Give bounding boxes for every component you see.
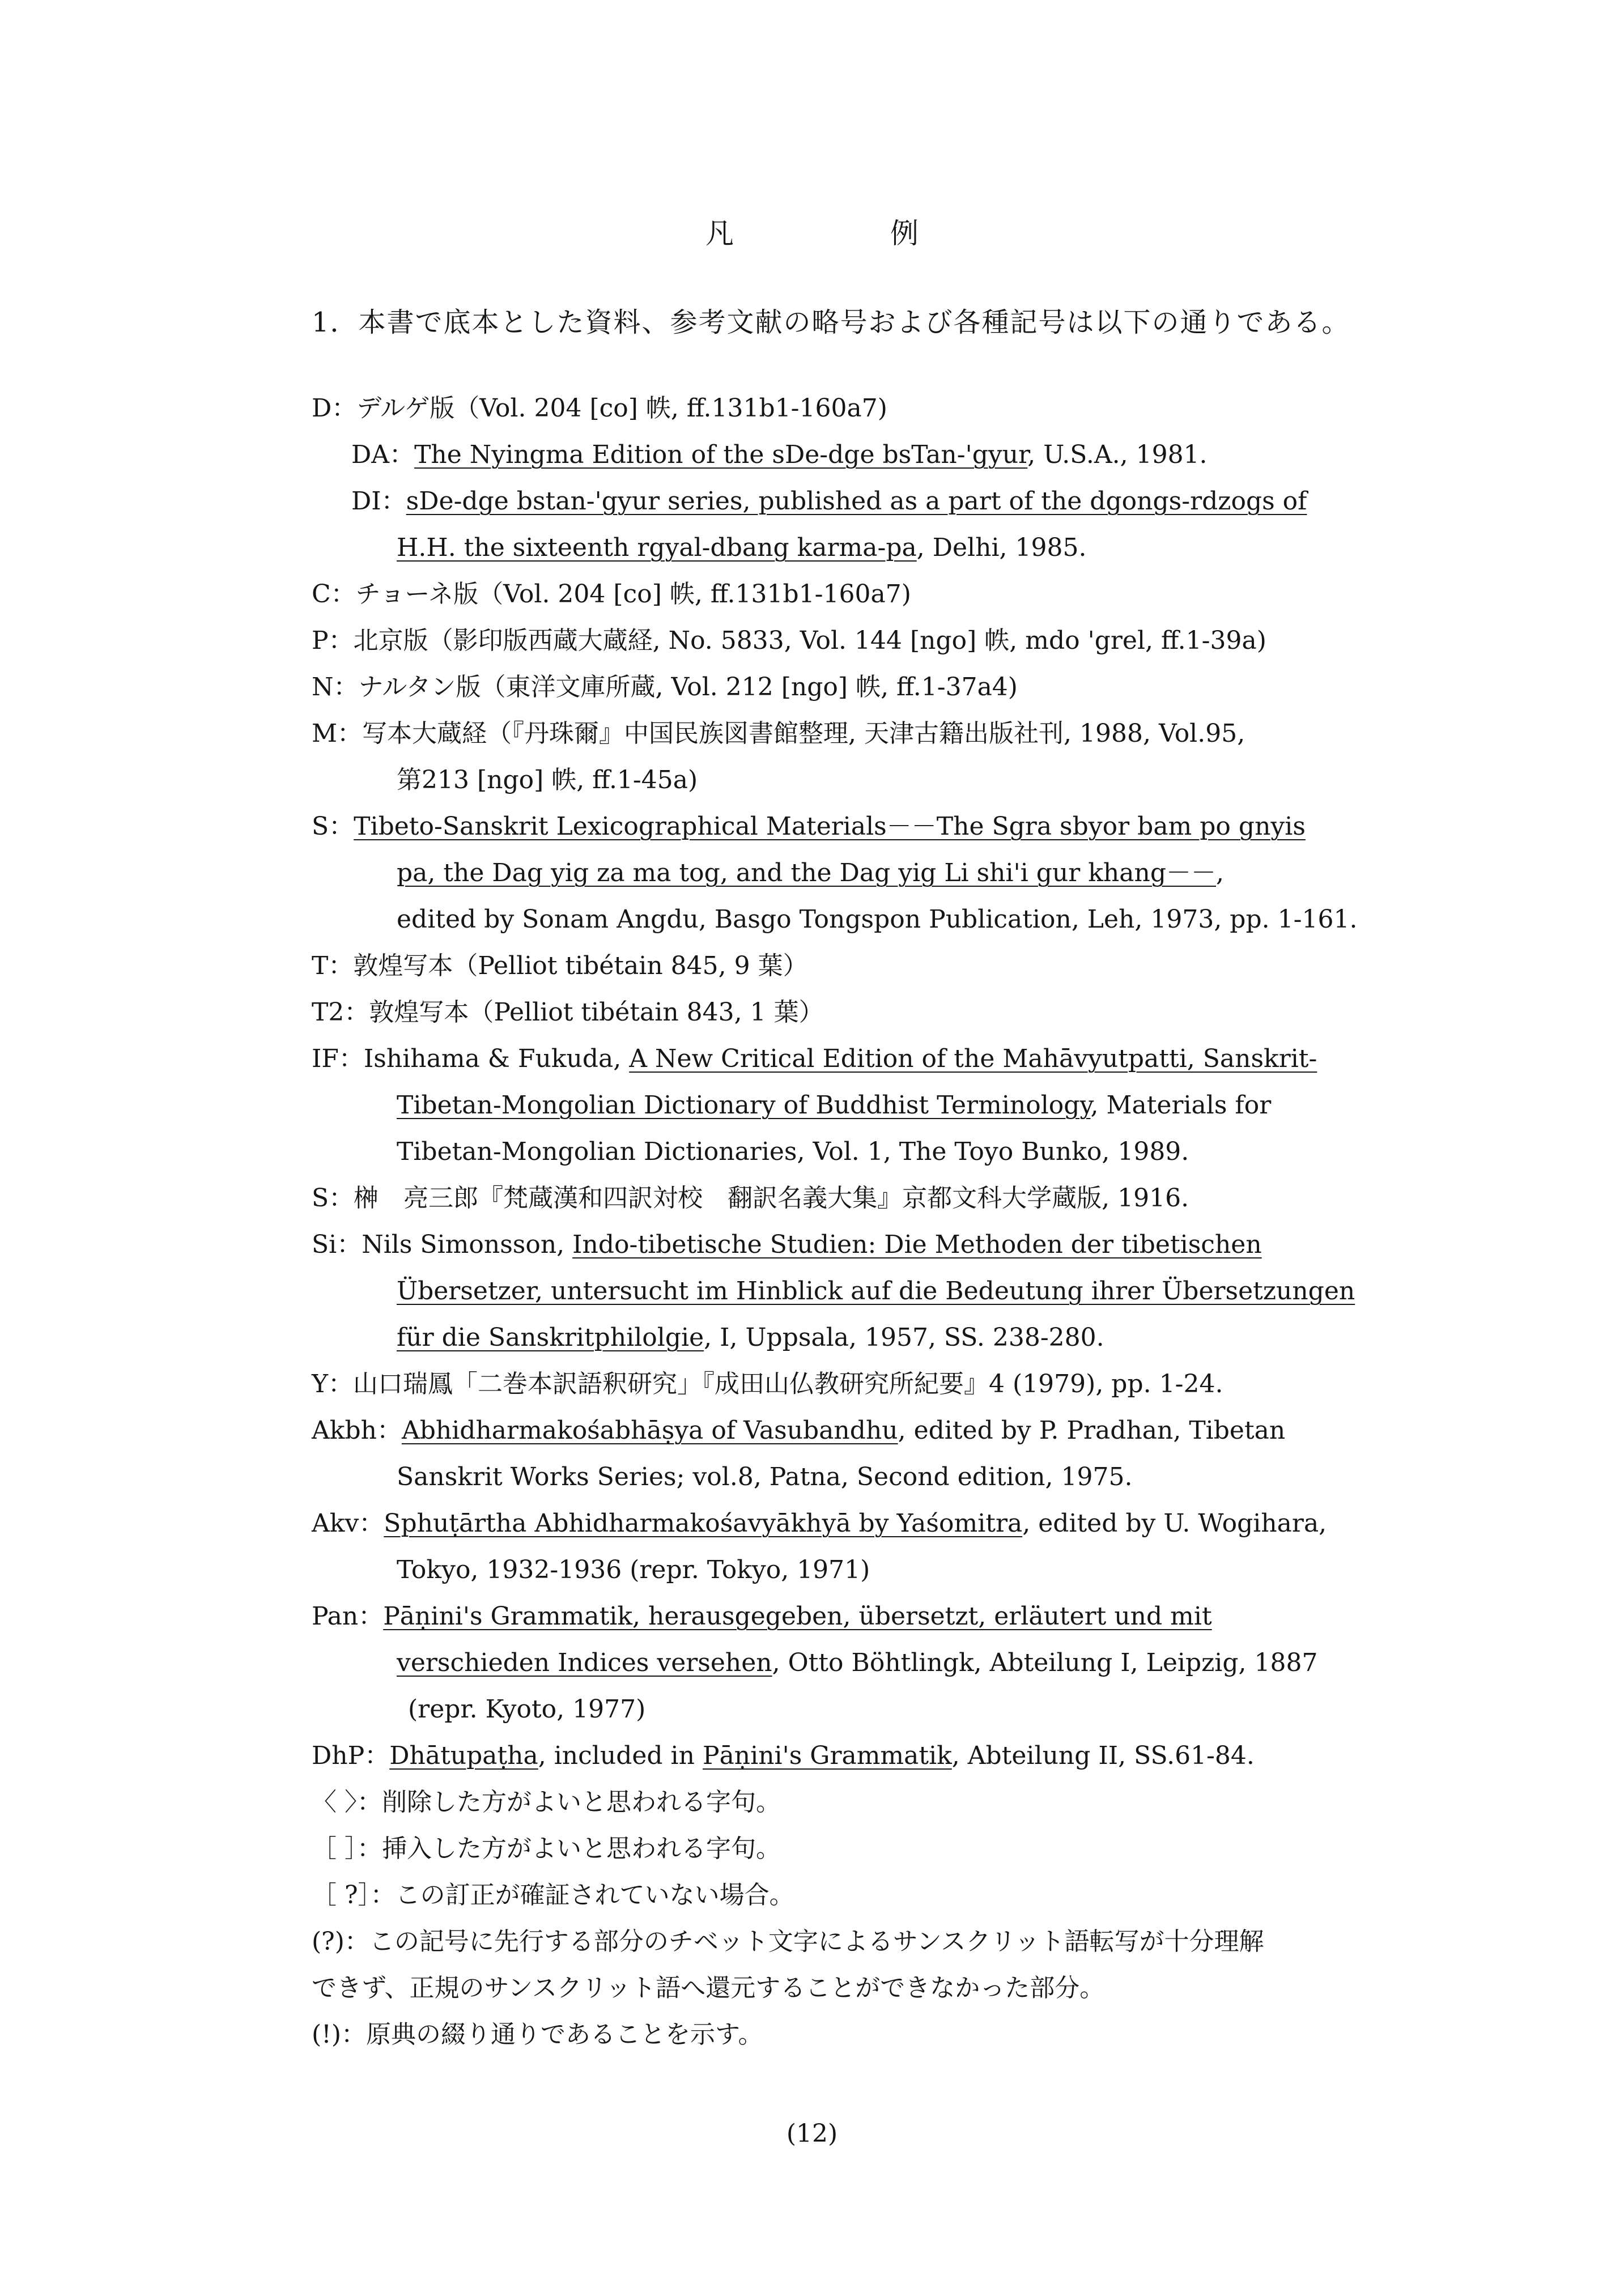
list-item xyxy=(0,989,1624,1036)
entry-key: D： xyxy=(312,394,357,423)
entry-text: この訂正が確証されていない場合。 xyxy=(395,1881,794,1910)
list-item xyxy=(0,1826,1624,1872)
entry-text: , edited by U. Wogihara, xyxy=(1022,1509,1327,1538)
entry-key: T2： xyxy=(312,998,369,1027)
list-item xyxy=(0,2012,1624,2058)
citation-title: Tibeto-Sanskrit Lexicographical Materials－－The Sgra sbyor bam po gnyis xyxy=(354,812,1306,841)
citation-title: H.H. the sixteenth rgyal-dbang karma-pa xyxy=(397,533,917,562)
entry-key: (!)： xyxy=(312,2020,367,2049)
entry-text: Tibetan-Mongolian Dictionaries, Vol. 1, The Toyo Bunko, 1989. xyxy=(397,1137,1189,1166)
entry-key: P： xyxy=(312,626,354,655)
list-item xyxy=(0,478,1624,571)
entry-text: チョーネ版（Vol. 204 [co] 帙, ff.131b1-160a7) xyxy=(355,580,911,609)
list-item xyxy=(0,618,1624,664)
entry-text: , Materials for xyxy=(1090,1091,1272,1120)
citation-title: Sphuṭārtha Abhidharmakośavyākhyā by Yaśomitra xyxy=(384,1509,1023,1538)
entry-key: Si： xyxy=(312,1230,362,1259)
citation-title: Abhidharmakośabhāṣya of Vasubandhu xyxy=(401,1416,898,1445)
entry-text: 敦煌写本（Pelliot tibétain 843, 1 葉） xyxy=(369,998,824,1027)
list-item xyxy=(0,1872,1624,1919)
entry-key: Pan： xyxy=(312,1602,384,1631)
list-item xyxy=(0,1733,1624,1779)
list-item xyxy=(0,664,1624,711)
citation-title: Tibetan-Mongolian Dictionary of Buddhist Terminology xyxy=(397,1091,1091,1120)
entry-key: (?)： xyxy=(312,1927,369,1956)
list-item xyxy=(0,1036,1624,1175)
entry-text: , U.S.A., 1981. xyxy=(1027,440,1208,469)
entry-key: DI： xyxy=(351,487,406,516)
citation-title: sDe-dge bstan-'gyur series, published as a part of the dgongs-rdzogs of xyxy=(406,487,1307,516)
entry-text: 北京版（影印版西蔵大蔵経, No. 5833, Vol. 144 [ngo] 帙, mdo 'grel, ff.1-39a) xyxy=(353,626,1266,655)
entry-key: DhP： xyxy=(312,1741,390,1770)
entry-text: (repr. Kyoto, 1977) xyxy=(408,1695,646,1724)
list-item xyxy=(0,1593,1624,1733)
entry-text: , edited by P. Pradhan, Tibetan xyxy=(898,1416,1286,1445)
entry-text: Tokyo, 1932-1936 (repr. Tokyo, 1971) xyxy=(397,1555,870,1584)
entry-key: DA： xyxy=(351,440,415,469)
citation-title: verschieden Indices versehen xyxy=(397,1648,772,1677)
entry-text: , Otto Böhtlingk, Abteilung I, Leipzig, 1887 xyxy=(772,1648,1318,1677)
entry-key: C： xyxy=(312,580,356,609)
entry-text: 写本大蔵経（『丹珠爾』中国民族図書館整理, 天津古籍出版社刊, 1988, Vol.95, xyxy=(362,719,1245,748)
citation-title: Pāṇini's Grammatik, herausgegeben, übersetzt, erläutert und mit xyxy=(383,1602,1212,1631)
entry-text: 原典の綴り通りであることを示す。 xyxy=(366,2020,763,2049)
entry-text: 敦煌写本（Pelliot tibétain 845, 9 葉） xyxy=(353,951,808,980)
citation-title: Pāṇini's Grammatik xyxy=(702,1741,952,1770)
entry-key: N： xyxy=(312,673,359,701)
entry-key: S： xyxy=(312,812,354,841)
abbreviation-list xyxy=(0,385,1624,2058)
citation-title: pa, the Dag yig za ma tog, and the Dag yig Li shi'i gur khang－－ xyxy=(397,858,1217,887)
entry-text: , xyxy=(1216,858,1225,887)
list-item xyxy=(0,1222,1624,1361)
list-item xyxy=(0,385,1624,432)
entry-key: ［ ?］： xyxy=(312,1881,396,1910)
citation-title: Indo-tibetische Studien: Die Methoden der tibetischen xyxy=(572,1230,1262,1259)
entry-text: ナルタン版（東洋文庫所蔵, Vol. 212 [ngo] 帙, ff.1-37a4) xyxy=(358,673,1018,701)
list-item xyxy=(0,1779,1624,1826)
entry-text: , Abteilung II, SS.61-84. xyxy=(951,1741,1255,1770)
entry-key: Akbh： xyxy=(312,1416,402,1445)
entry-key: ［ ］： xyxy=(312,1834,382,1863)
entry-text: 第213 [ngo] 帙, ff.1-45a) xyxy=(397,766,698,794)
entry-text: 山口瑞鳳「二巻本訳語釈研究」『成田山仏教研究所紀要』4 (1979), pp. 1-24. xyxy=(353,1370,1223,1398)
entry-text: Nils Simonsson, xyxy=(362,1230,573,1259)
list-item xyxy=(0,1919,1624,2012)
citation-title: A New Critical Edition of the Mahāvyutpatti, Sanskrit- xyxy=(629,1044,1317,1073)
entry-text: , included in xyxy=(538,1741,703,1770)
entry-key: 〈 〉： xyxy=(312,1788,382,1817)
list-item xyxy=(0,1500,1624,1593)
entry-text: , Delhi, 1985. xyxy=(916,533,1087,562)
list-item xyxy=(0,571,1624,618)
entry-text: できず、正規のサンスクリット語へ還元することができなかった部分。 xyxy=(312,1974,1105,2002)
citation-title: Übersetzer, untersucht im Hinblick auf die Bedeutung ihrer Übersetzungen xyxy=(397,1277,1355,1306)
entry-key: Y： xyxy=(312,1370,354,1398)
entry-key: IF： xyxy=(312,1044,364,1073)
entry-key: T： xyxy=(312,951,354,980)
entry-key: M： xyxy=(312,719,363,748)
entry-text: この記号に先行する部分のチベット文字によるサンスクリット語転写が十分理解 xyxy=(369,1927,1264,1956)
intro-paragraph: 1．本書で底本とした資料、参考文献の略号および各種記号は以下の通りである。 xyxy=(312,307,1350,338)
entry-text: デルゲ版（Vol. 204 [co] 帙, ff.131b1-160a7) xyxy=(356,394,887,423)
entry-text: 削除した方がよいと思われる字句。 xyxy=(382,1788,781,1817)
entry-key: Akv： xyxy=(312,1509,384,1538)
page-number: (12) xyxy=(786,2119,838,2148)
page-title: 凡 例 xyxy=(705,217,992,250)
list-item xyxy=(0,803,1624,943)
entry-key: S： xyxy=(312,1184,354,1213)
entry-text: Sanskrit Works Series; vol.8, Patna, Second edition, 1975. xyxy=(397,1462,1133,1491)
entry-text: 榊 亮三郎『梵蔵漢和四訳対校 翻訳名義大集』京都文科大学蔵版, 1916. xyxy=(354,1184,1189,1213)
citation-title: für die Sanskritphilolgie xyxy=(397,1323,704,1352)
list-item xyxy=(0,1175,1624,1222)
entry-text: Ishihama & Fukuda, xyxy=(363,1044,630,1073)
entry-text: 挿入した方がよいと思われる字句。 xyxy=(382,1834,781,1863)
citation-title: Dhātupaṭha xyxy=(389,1741,538,1770)
entry-text: edited by Sonam Angdu, Basgo Tongspon Publication, Leh, 1973, pp. 1-161. xyxy=(397,905,1358,934)
list-item xyxy=(0,1408,1624,1500)
entry-text: , I, Uppsala, 1957, SS. 238-280. xyxy=(704,1323,1104,1352)
list-item xyxy=(0,943,1624,989)
list-item xyxy=(0,711,1624,803)
citation-title: The Nyingma Edition of the sDe-dge bsTan-'gyur xyxy=(414,440,1028,469)
list-item xyxy=(0,1361,1624,1408)
list-item xyxy=(0,432,1624,478)
